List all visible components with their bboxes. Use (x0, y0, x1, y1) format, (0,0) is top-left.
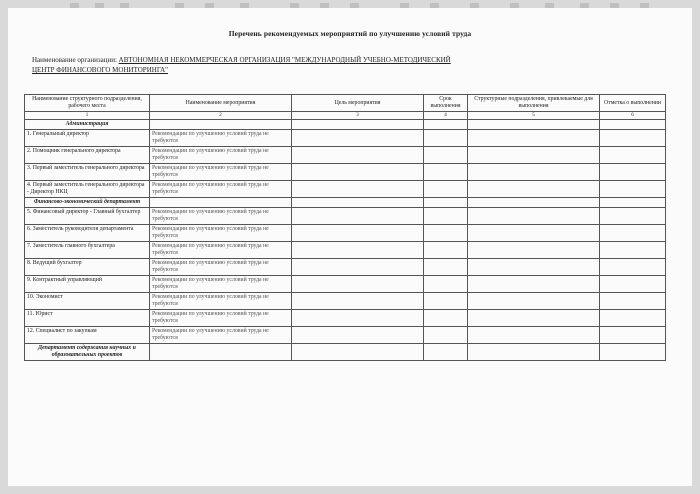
table-row (25, 164, 666, 181)
measure-text: Рекомендации по улучшению условий труда не требуются (150, 225, 292, 242)
empty-cell (468, 310, 600, 327)
measure-text: Рекомендации по улучшению условий труда не требуются (150, 181, 292, 198)
table-row (25, 259, 666, 276)
empty-cell (600, 130, 666, 147)
empty-cell (600, 147, 666, 164)
header-measure: Наименование мероприятия (150, 95, 292, 112)
col-number: 5 (468, 112, 600, 120)
empty-cell (292, 198, 424, 208)
empty-cell (424, 327, 468, 344)
workplace-name: 3. Первый заместитель генерального директора (25, 164, 150, 181)
empty-cell (600, 120, 666, 130)
measure-text: Рекомендации по улучшению условий труда не требуются (150, 327, 292, 344)
empty-cell (292, 276, 424, 293)
measure-text: Рекомендации по улучшению условий труда не требуются (150, 276, 292, 293)
empty-cell (468, 276, 600, 293)
empty-cell (600, 181, 666, 198)
col-number: 3 (292, 112, 424, 120)
section-title: Департамент содержания научных и образовательных проектов (25, 344, 150, 361)
empty-cell (424, 276, 468, 293)
empty-cell (468, 293, 600, 310)
col-number: 2 (150, 112, 292, 120)
empty-cell (600, 198, 666, 208)
table-row (25, 242, 666, 259)
empty-cell (424, 293, 468, 310)
empty-cell (424, 242, 468, 259)
empty-cell (292, 344, 424, 361)
workplace-name: 5. Финансовый директор - Главный бухгалтер (25, 208, 150, 225)
workplace-name: 10. Экономист (25, 293, 150, 310)
table-row (25, 130, 666, 147)
empty-cell (150, 120, 292, 130)
empty-cell (292, 225, 424, 242)
measure-text: Рекомендации по улучшению условий труда не требуются (150, 310, 292, 327)
measure-text: Рекомендации по улучшению условий труда не требуются (150, 147, 292, 164)
table-row (25, 147, 666, 164)
empty-cell (468, 130, 600, 147)
empty-cell (424, 225, 468, 242)
workplace-name: 6. Заместитель руководителя департамента (25, 225, 150, 242)
empty-cell (292, 327, 424, 344)
empty-cell (150, 198, 292, 208)
section-row (25, 344, 666, 361)
empty-cell (468, 327, 600, 344)
measure-text: Рекомендации по улучшению условий труда не требуются (150, 130, 292, 147)
workplace-name: 11. Юрист (25, 310, 150, 327)
measure-text: Рекомендации по улучшению условий труда не требуются (150, 293, 292, 310)
workplace-name: 8. Ведущий бухгалтер (25, 259, 150, 276)
empty-cell (292, 293, 424, 310)
empty-cell (424, 130, 468, 147)
empty-cell (292, 130, 424, 147)
header-completion: Отметка о выполнении (600, 95, 666, 112)
empty-cell (424, 198, 468, 208)
table-row (25, 181, 666, 198)
empty-cell (424, 259, 468, 276)
empty-cell (600, 344, 666, 361)
workplace-name: 7. Заместитель главного бухгалтера (25, 242, 150, 259)
document-title: Перечень рекомендуемых мероприятий по улучшению условий труда (228, 29, 472, 38)
section-title: Администрация (25, 120, 150, 130)
empty-cell (424, 181, 468, 198)
empty-cell (468, 198, 600, 208)
col-number: 4 (424, 112, 468, 120)
empty-cell (468, 259, 600, 276)
empty-cell (424, 164, 468, 181)
section-row (25, 120, 666, 130)
column-number-row (25, 112, 666, 120)
empty-cell (600, 164, 666, 181)
table-row (25, 225, 666, 242)
empty-cell (600, 259, 666, 276)
empty-cell (600, 242, 666, 259)
measure-text: Рекомендации по улучшению условий труда не требуются (150, 164, 292, 181)
empty-cell (468, 344, 600, 361)
empty-cell (600, 327, 666, 344)
measure-text: Рекомендации по улучшению условий труда не требуются (150, 208, 292, 225)
empty-cell (468, 120, 600, 130)
empty-cell (600, 208, 666, 225)
empty-cell (424, 208, 468, 225)
workplace-name: 9. Контрактный управляющий (25, 276, 150, 293)
workplace-name: 12. Специалист по закупкам (25, 327, 150, 344)
empty-cell (424, 344, 468, 361)
empty-cell (424, 120, 468, 130)
workplace-name: 2. Помощник генерального директора (25, 147, 150, 164)
table-header-row (25, 95, 666, 112)
col-number: 1 (25, 112, 150, 120)
measure-text: Рекомендации по улучшению условий труда не требуются (150, 259, 292, 276)
empty-cell (292, 181, 424, 198)
table-row (25, 208, 666, 225)
header-goal: Цель мероприятия (292, 95, 424, 112)
empty-cell (468, 242, 600, 259)
table-row (25, 276, 666, 293)
measures-table (24, 94, 666, 361)
empty-cell (292, 259, 424, 276)
col-number: 6 (600, 112, 666, 120)
empty-cell (150, 344, 292, 361)
org-name-line1: АВТОНОМНАЯ НЕКОММЕРЧЕСКАЯ ОРГАНИЗАЦИЯ "МЕЖДУНАРОДНЫЙ УЧЕБНО-МЕТОДИЧЕСКИЙ (118, 56, 451, 64)
table-row (25, 293, 666, 310)
empty-cell (424, 147, 468, 164)
header-departments: Структурные подразделения, привлекаемые для выполнения (468, 95, 600, 112)
workplace-name: 1. Генеральный директор (25, 130, 150, 147)
org-name-line2: ЦЕНТР ФИНАНСОВОГО МОНИТОРИНГА" (32, 66, 169, 74)
empty-cell (468, 164, 600, 181)
empty-cell (468, 208, 600, 225)
empty-cell (292, 164, 424, 181)
workplace-name: 4. Первый заместитель генерального директора - Директор НКЦ (25, 181, 150, 198)
empty-cell (600, 276, 666, 293)
section-title: Финансово-экономический департамент (25, 198, 150, 208)
empty-cell (600, 310, 666, 327)
empty-cell (292, 242, 424, 259)
empty-cell (600, 225, 666, 242)
table-body (25, 120, 666, 361)
table-row (25, 310, 666, 327)
empty-cell (292, 208, 424, 225)
empty-cell (292, 147, 424, 164)
empty-cell (292, 310, 424, 327)
org-label: Наименование организации: (32, 56, 117, 64)
header-deadline: Срок выполнения (424, 95, 468, 112)
measure-text: Рекомендации по улучшению условий труда не требуются (150, 242, 292, 259)
empty-cell (468, 147, 600, 164)
empty-cell (600, 293, 666, 310)
table-row (25, 327, 666, 344)
section-row (25, 198, 666, 208)
header-unit: Наименование структурного подразделения, рабочего места (25, 95, 150, 112)
empty-cell (468, 181, 600, 198)
empty-cell (468, 225, 600, 242)
empty-cell (292, 120, 424, 130)
empty-cell (424, 310, 468, 327)
organization-block (32, 55, 652, 75)
